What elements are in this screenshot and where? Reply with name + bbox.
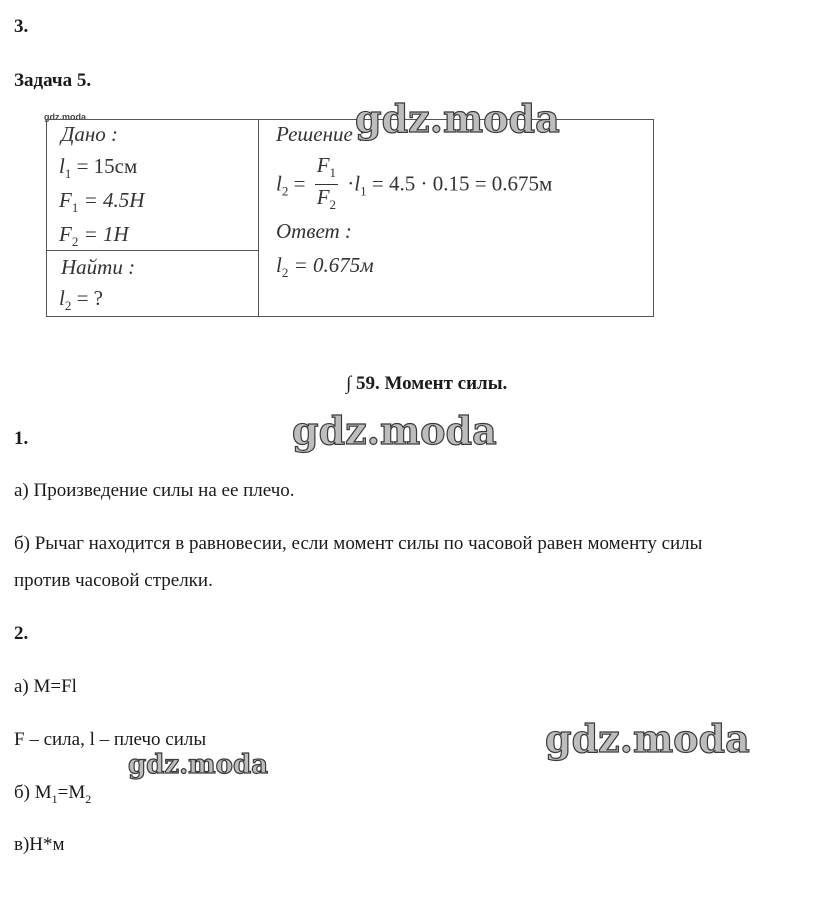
- task-table: [46, 119, 654, 317]
- find-line: $l_2$ = ?: [59, 286, 104, 314]
- question-2-answer-c: в)Н*м: [14, 834, 65, 855]
- answer-label: Ответ :: [276, 219, 352, 243]
- solution-formula: $l_2$ = $\frac{F_1}{F_2}$ $\cdot l_1 = 4.5 \cdot 0.15 = 0.675м$: [276, 154, 552, 217]
- paragraph-title: ∫ 59. Момент силы.: [346, 373, 508, 394]
- question-2-answer-b: б) $M_1=M_2$: [14, 782, 92, 806]
- section-number: 3.: [14, 16, 29, 37]
- watermark: gdz.moda: [292, 408, 497, 453]
- given-label: Дано :: [61, 122, 119, 146]
- question-1-number: 1.: [14, 428, 29, 449]
- question-1-answer-b: б) Рычаг находится в равновесии, если момент силы по часовой равен моменту силы: [14, 533, 703, 554]
- given-line: $F_2 = 1H$: [59, 222, 129, 250]
- fraction: $\frac{F_1}{F_2}$: [316, 153, 337, 213]
- watermark-small: gdz.moda: [44, 112, 86, 122]
- solution-label: Решение :: [276, 122, 366, 146]
- watermark: gdz.moda: [545, 716, 750, 761]
- table-divider-vertical: [258, 120, 259, 316]
- given-line: $F_1 = 4.5H$: [59, 188, 145, 216]
- watermark: gdz.moda: [128, 750, 269, 780]
- question-2-answer-a-note: F – сила, l – плечо силы: [14, 729, 207, 750]
- question-2-number: 2.: [14, 623, 29, 644]
- given-line: $l_1 = 15см$: [59, 154, 138, 182]
- find-label: Найти :: [61, 255, 136, 279]
- question-2-answer-a: а) M=Fl: [14, 676, 77, 697]
- watermark: gdz.moda: [355, 96, 560, 141]
- task-title: Задача 5.: [14, 70, 92, 91]
- question-1-answer-a: а) Произведение силы на ее плечо.: [14, 480, 295, 501]
- question-1-answer-b-cont: против часовой стрелки.: [14, 570, 213, 591]
- answer-line: $l_2 = 0.675м$: [276, 253, 374, 281]
